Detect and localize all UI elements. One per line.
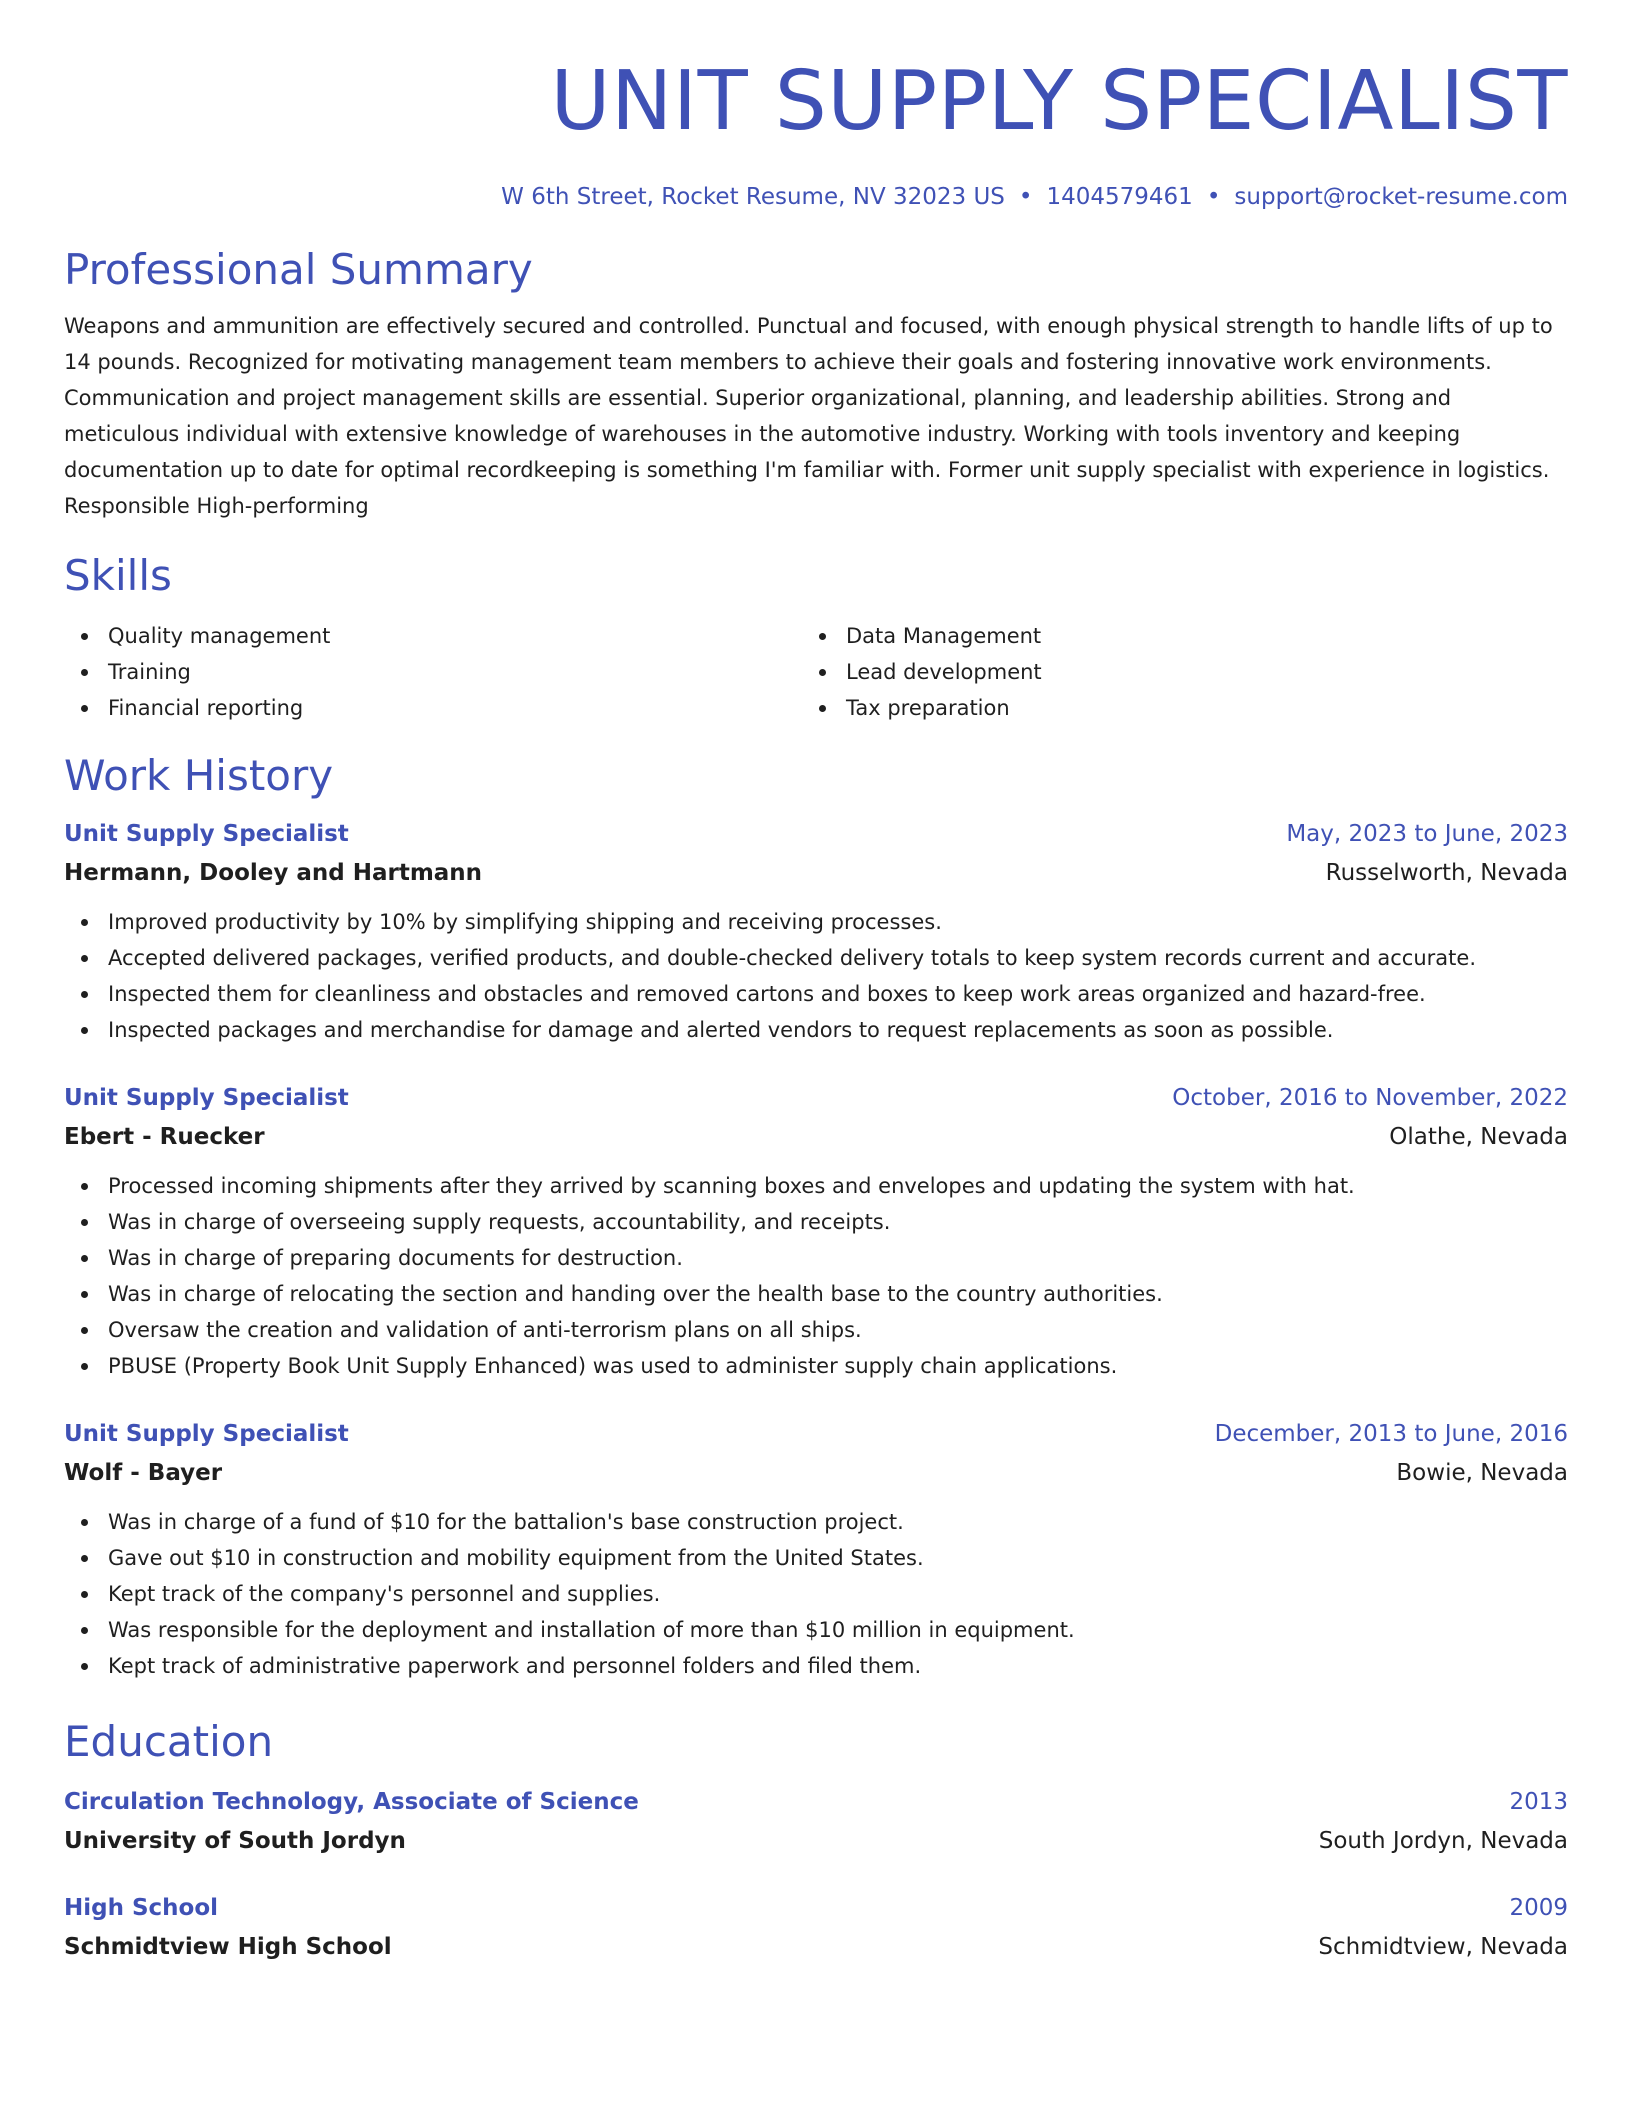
summary-paragraph: Weapons and ammunition are effectively secured and controlled. Punctual and focused, with enough physical strength to handle lifts of up to 14 pounds. Recognized for motivating management team members to achieve their goals and fostering innovative work environments. Communication and project management skills are essential. Superior organizational, planning, and leadership abilities. Strong and meticulous individual with extensive knowledge of warehouses in the automotive industry. Working with tools inventory and keeping documentation up to date for optimal recordkeeping is something I'm familiar with. Former unit supply specialist with experience in logistics. Responsible High-performing <box>64 314 1553 518</box>
job-bullet: Improved productivity by 10% by simplifying shipping and receiving processes. <box>64 904 1568 940</box>
bullet-separator: • <box>1018 184 1033 210</box>
skills-list <box>64 618 1568 726</box>
job-bullet: PBUSE (Property Book Unit Supply Enhanced) was used to administer supply chain applications. <box>64 1348 1568 1384</box>
job-bullet: Was in charge of relocating the section and handing over the health base to the country authorities. <box>64 1276 1568 1312</box>
job-bullet: Inspected packages and merchandise for damage and alerted vendors to request replacements as soon as possible. <box>64 1012 1568 1048</box>
job-bullet: Kept track of the company's personnel and supplies. <box>64 1576 1568 1612</box>
education-entry <box>64 1888 1568 1966</box>
section-title-skills: Skills <box>64 551 172 600</box>
section-title-summary: Professional Summary <box>64 245 533 294</box>
job-company: Hermann, Dooley and Hartmann <box>64 860 483 886</box>
education-year: 2009 <box>1509 1895 1568 1921</box>
section-title-education: Education <box>64 1717 274 1766</box>
job-bullet: Was in charge of a fund of $10 for the battalion's base construction project. <box>64 1504 1568 1540</box>
job-bullet: Kept track of administrative paperwork and personnel folders and filed them. <box>64 1648 1568 1684</box>
skill-item: Training <box>64 654 802 690</box>
job-dates: October, 2016 to November, 2022 <box>1172 1085 1568 1111</box>
education-degree: High School <box>64 1895 219 1921</box>
job-role: Unit Supply Specialist <box>64 821 349 847</box>
job-bullet: Accepted delivered packages, verified products, and double-checked delivery totals to keep system records current and accurate. <box>64 940 1568 976</box>
job-role: Unit Supply Specialist <box>64 1085 349 1111</box>
contact-line <box>64 182 1568 212</box>
job-role: Unit Supply Specialist <box>64 1421 349 1447</box>
education-school: Schmidtview High School <box>64 1934 392 1960</box>
job-bullet: Was in charge of overseeing supply requests, accountability, and receipts. <box>64 1204 1568 1240</box>
job-entry <box>64 814 1568 1048</box>
skill-item: Lead development <box>802 654 1540 690</box>
job-entry <box>64 1078 1568 1384</box>
job-dates: May, 2023 to June, 2023 <box>1286 821 1568 847</box>
email-link[interactable]: support@rocket-resume.com <box>1234 184 1568 210</box>
skill-item: Tax preparation <box>802 690 1540 726</box>
job-company: Wolf - Bayer <box>64 1460 223 1486</box>
bullet-separator: • <box>1206 184 1221 210</box>
job-bullet: Was responsible for the deployment and installation of more than $10 million in equipment. <box>64 1612 1568 1648</box>
candidate-title: UNIT SUPPLY SPECIALIST <box>550 54 1568 149</box>
education-location: South Jordyn, Nevada <box>1318 1828 1568 1854</box>
job-location: Olathe, Nevada <box>1389 1124 1568 1150</box>
job-bullets <box>64 1168 1568 1384</box>
skills-column-left <box>64 618 802 726</box>
education-location: Schmidtview, Nevada <box>1318 1934 1568 1960</box>
job-bullet: Was in charge of preparing documents for destruction. <box>64 1240 1568 1276</box>
education-entry <box>64 1782 1568 1860</box>
skill-item: Quality management <box>64 618 802 654</box>
education-year: 2013 <box>1509 1789 1568 1815</box>
job-bullet: Oversaw the creation and validation of anti-terrorism plans on all ships. <box>64 1312 1568 1348</box>
job-company: Ebert - Ruecker <box>64 1124 265 1150</box>
job-bullets <box>64 904 1568 1048</box>
job-location: Bowie, Nevada <box>1396 1460 1568 1486</box>
job-bullet: Inspected them for cleanliness and obstacles and removed cartons and boxes to keep work areas organized and hazard-free. <box>64 976 1568 1012</box>
skill-item: Data Management <box>802 618 1540 654</box>
job-bullets <box>64 1504 1568 1684</box>
resume-header <box>64 54 1568 212</box>
address-text: W 6th Street, Rocket Resume, NV 32023 US <box>501 184 1005 210</box>
skills-column-right <box>802 618 1540 726</box>
job-bullet: Processed incoming shipments after they arrived by scanning boxes and envelopes and updating the system with hat. <box>64 1168 1568 1204</box>
education-school: University of South Jordyn <box>64 1828 406 1854</box>
job-entry <box>64 1414 1568 1684</box>
skill-item: Financial reporting <box>64 690 802 726</box>
section-title-work-history: Work History <box>64 751 334 800</box>
job-location: Russelworth, Nevada <box>1325 860 1568 886</box>
education-degree: Circulation Technology, Associate of Science <box>64 1789 639 1815</box>
job-bullet: Gave out $10 in construction and mobility equipment from the United States. <box>64 1540 1568 1576</box>
job-dates: December, 2013 to June, 2016 <box>1214 1421 1568 1447</box>
phone-text[interactable]: 1404579461 <box>1046 184 1193 210</box>
